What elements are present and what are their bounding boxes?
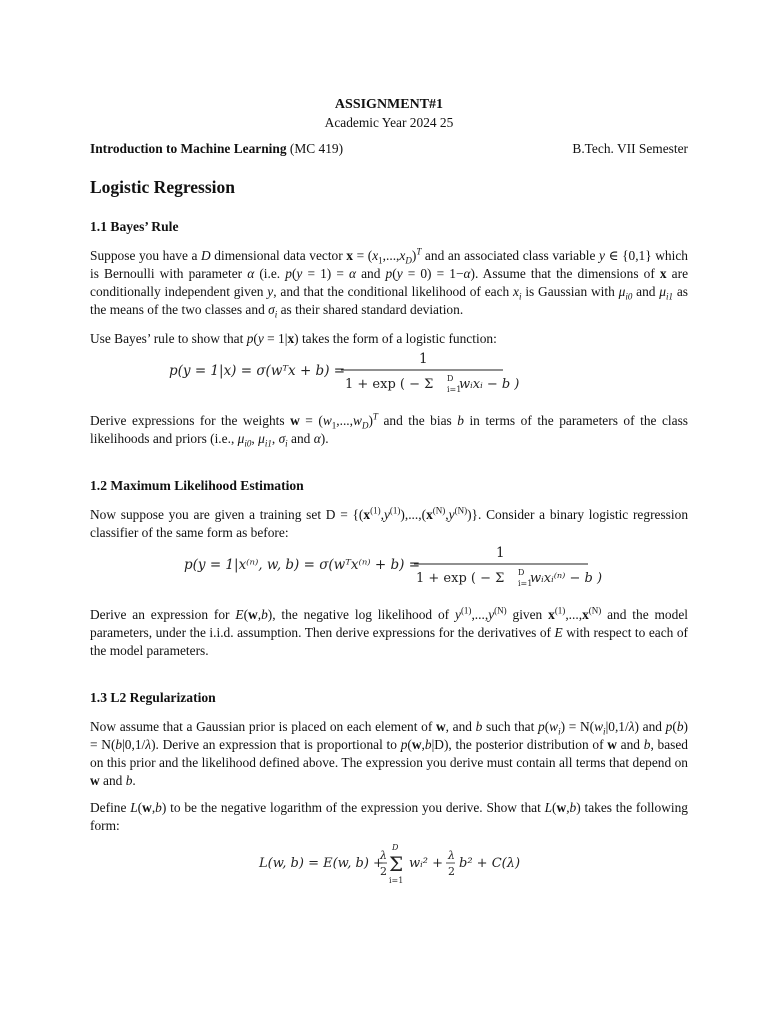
document-header — [90, 96, 688, 132]
eq2-den-sub: i=1 — [518, 579, 533, 588]
eq1-den-sup: D — [447, 374, 454, 383]
equation-logistic-2 — [90, 542, 688, 588]
mle-paragraph-1: Now suppose you are given a training set $D = \{(x^{(1)},y^{(1)}),...,(x^{(N)},y^{(N)})\}$. Consider a binary logistic regression classifier of the same form as before: — [90, 505, 689, 540]
bayes-paragraph-1: Suppose you have a D dimensional data vector $x = (x_1,...,x_D)^T$ and an associated class variable y ∈ {0,1} which is Bernoulli with parameter α (i.e. p(y = 1) = α and p(y = 0) = 1−α). Assume that the dimensions of x are conditionally independent given y, and that the conditional likelihood of each $x_i$ is Gaussian with $\mu_{i0}$ and $\mu_{i1}$ as the means of the two classes and $\sigma_i$ as their shared standard deviation. — [90, 246, 689, 320]
bayes-paragraph-3: Derive expressions for the weights $w = (w_1,...,w_D)^T$ and the bias b in terms of the parameters of the class likelihoods and priors (i.e., $\mu_{i0}$, $\mu_{i1}$, $\sigma_i$ and α). — [90, 411, 688, 449]
section-title: Logistic Regression — [90, 177, 236, 197]
eq3-lhs: L(w, b) = E(w, b) + — [259, 856, 384, 871]
eq2-denominator: 1 + exp ( − Σ — [416, 571, 505, 586]
subsection-heading-l2: 1.3 L2 Regularization — [90, 690, 216, 705]
eq3-lambda-numerator: λ — [380, 849, 387, 862]
eq3-sum-sub: i=1 — [389, 876, 404, 885]
l2-paragraph-1: Now assume that a Gaussian prior is placed on each element of w, and b such that $p(w_i) = N(w_i|0,1/\lambda)$ and p(b) = N(b|0,1/λ). Derive an expression that is proportional to p(w,b|D), the posterior distribution of w and b, based on this prior and the likelihood defined above. The expression you derive must contain all terms that depend on w and b. — [90, 719, 689, 788]
eq3-lambda2-numerator: λ — [448, 849, 455, 862]
eq3-two2-denominator: 2 — [448, 865, 455, 878]
eq3-tail: b² + C(λ) — [459, 856, 521, 871]
eq3-two-denominator: 2 — [380, 865, 387, 878]
eq2-den-sup: D — [518, 568, 525, 577]
academic-year: Academic Year 2024 25 — [324, 115, 454, 130]
eq1-numerator: 1 — [419, 351, 428, 367]
eq1-lhs: p(y = 1|x) = σ(wᵀx + b) = — [169, 363, 346, 379]
eq3-sum-symbol: Σ — [389, 852, 404, 876]
l2-paragraph-2: Define L(w,b) to be the negative logarithm of the expression you derive. Show that L(w,b) takes the following form: — [90, 800, 688, 833]
equation-logistic-1 — [90, 348, 688, 394]
mle-paragraph-2: Derive an expression for E(w,b), the negative log likelihood of $y^{(1)},...,y^{(N)}$ given $x^{(1)},...,x^{(N)}$ and the model parameters, under the i.i.d. assumption. Then derive expressions for the derivatives of E with respect to each of the model parameters. — [90, 605, 689, 658]
course-name — [90, 140, 343, 158]
semester-label: B.Tech. VII Semester — [572, 141, 688, 156]
eq3-term: wᵢ² + — [409, 856, 443, 871]
course-code: (MC 419) — [286, 141, 344, 156]
course-title: Introduction to Machine Learning — [90, 141, 287, 156]
course-line — [90, 140, 688, 158]
bayes-paragraph-2: Use Bayes’ rule to show that p(y = 1|x) takes the form of a logistic function: — [90, 331, 497, 346]
eq2-lhs: p(y = 1|x⁽ⁿ⁾, w, b) = σ(wᵀx⁽ⁿ⁾ + b) = — [184, 557, 421, 573]
eq2-den-tail: wᵢxᵢ⁽ⁿ⁾ − b ) — [530, 571, 603, 586]
subsection-heading-mle: 1.2 Maximum Likelihood Estimation — [90, 478, 304, 493]
subsection-heading-bayes: 1.1 Bayes’ Rule — [90, 219, 179, 234]
assignment-title: ASSIGNMENT#1 — [334, 97, 444, 112]
eq1-den-sub: i=1 — [447, 385, 462, 394]
eq1-den-tail: wᵢxᵢ − b ) — [459, 377, 520, 392]
assignment-page — [90, 96, 688, 887]
equation-regularized-loss — [90, 837, 688, 887]
eq2-numerator: 1 — [496, 545, 505, 561]
eq1-denominator: 1 + exp ( − Σ — [345, 377, 434, 392]
eq3-sum-sup: D — [392, 843, 399, 852]
